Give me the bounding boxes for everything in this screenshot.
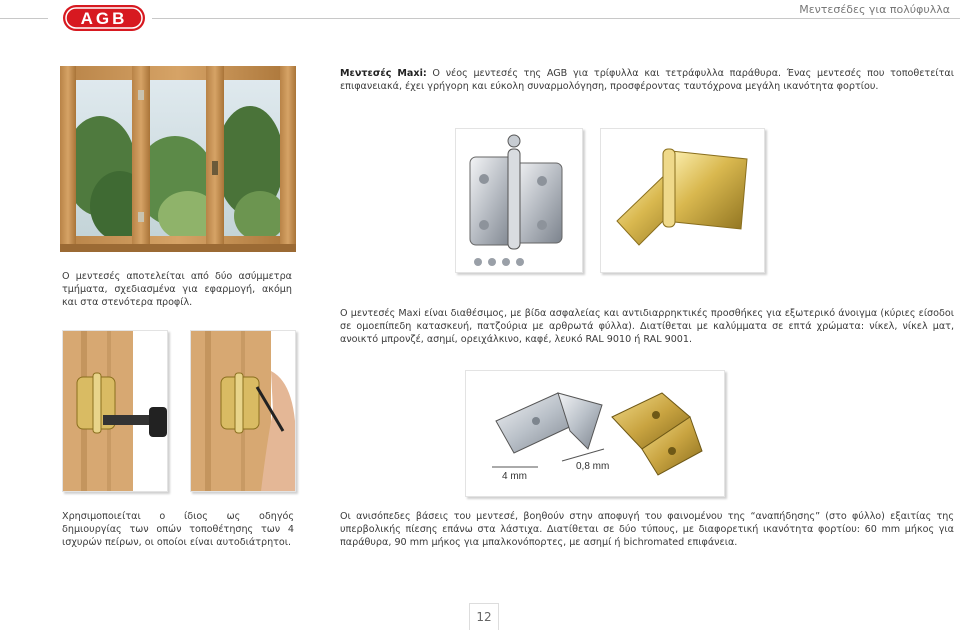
page-number: 12 [469, 603, 499, 630]
page-header-title: Μεντεσέδες για πολύφυλλα [799, 3, 950, 16]
brass-hinge-photo-frame [600, 128, 765, 273]
brass-hinge-image [601, 129, 764, 272]
caption-bases: Οι ανισόπεδες βάσεις του μεντεσέ, βοηθούν στην αποφυγή του φαινομένου της “αναπήδησης” (στο φύλλο) εξαιτίας της υπερβολικής πίεσης επάνω στα λάστιχα. Διατίθεται σε δύο τύπους, με διαφορετική ικανότητα φορτίου: 60 mm μήκος για παράθυρα, 90 mm μήκος για μπαλκονόπορτες, με ασημί ή bichromated επιφάνεια. [340, 511, 954, 548]
silver-hinge-photo-frame [455, 128, 583, 273]
hinge-dimensions-image [466, 371, 724, 496]
caption-hinge-parts: Ο μεντεσές αποτελείται από δύο ασύμμετρα τμήματα, σχεδιασμένα για εφαρμογή, ακόμη και στα στενότερα προφίλ. [62, 271, 292, 308]
intro-title: Μεντεσές Maxi: [340, 68, 427, 79]
hinge-dimensions-photo-frame [465, 370, 725, 497]
dimension-thickness-label: 4 mm [502, 471, 527, 482]
header-rule-right [152, 18, 960, 19]
silver-hinge-image [456, 129, 582, 272]
intro-paragraph [340, 67, 954, 93]
intro-text: Ο νέος μεντεσές της AGB για τρίφυλλα και τετράφυλλα παράθυρα. Ένας μεντεσές που τοποθετείται επιφανειακά, έχει γρήγορη και εύκολη συναρμολόγηση, προσφέροντας ταυτόχρονα μεγάλη ικανότητα φορτίου. [340, 68, 954, 92]
dimension-gap-label: 0,8 mm [576, 461, 610, 472]
caption-jig: Χρησιμοποιείται ο ίδιος ως οδηγός δημιουργίας των οπών τοποθέτησης των 4 ισχυρών πείρων, οι οποίοι είναι αυτοδιάτρητοι. [62, 511, 294, 548]
installation-photo-drill [62, 330, 168, 492]
logo-text: AGB [80, 9, 128, 28]
installation-photo-pin [190, 330, 296, 492]
drill-installation-image [63, 331, 167, 491]
caption-availability: Ο μεντεσές Maxi είναι διαθέσιμος, με βίδα ασφαλείας και αντιδιαρρηκτικές προσθήκες για εξωτερικό άνοιγμα (κύριες είσοδοι σε ομοεπίπεδη κατασκευή, πατζούρια με αρθρωτά φύλλα). Διατίθεται με καλύμματα σε επτά χρώματα: νίκελ, νίκελ ματ, ανοικτό μπρονζέ, ασημί, ορειχάλκινο, καφέ, λευκό RAL 9010 ή RAL 9001. [340, 308, 954, 345]
agb-logo [62, 3, 146, 33]
pin-installation-image [191, 331, 295, 491]
header-rule-left [0, 18, 48, 19]
window-photo [60, 66, 296, 252]
